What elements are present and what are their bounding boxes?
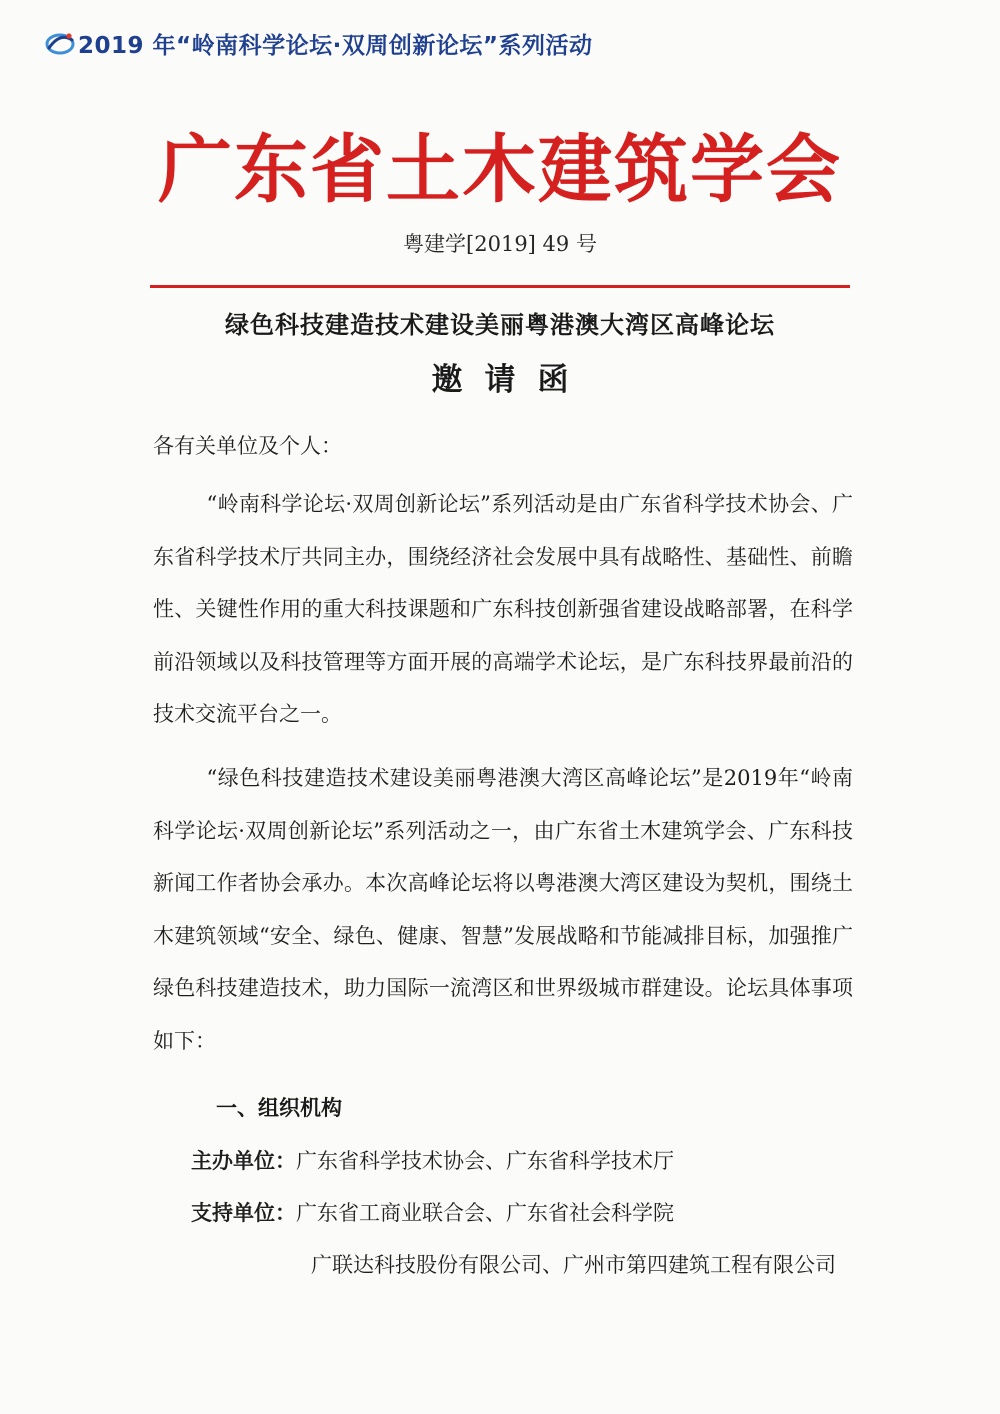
series-banner <box>44 26 593 60</box>
host-value: 广东省科学技术协会、广东省科学技术厅 <box>296 1149 674 1173</box>
series-banner-text: 2019 年“岭南科学论坛·双周创新论坛”系列活动 <box>78 32 593 59</box>
support-row <box>191 1197 674 1227</box>
greeting: 各有关单位及个人： <box>153 434 342 458</box>
support-value: 广东省工商业联合会、广东省社会科学院 <box>296 1201 674 1225</box>
forum-title: 绿色科技建造技术建设美丽粤港澳大湾区高峰论坛 <box>225 311 775 339</box>
red-divider-line <box>150 285 850 288</box>
host-label: 主办单位： <box>191 1149 296 1173</box>
masthead-title: 广东省土木建筑学会 <box>158 127 842 213</box>
support-label: 支持单位： <box>191 1201 296 1225</box>
host-row <box>191 1145 674 1175</box>
support-value-continued: 广联达科技股份有限公司、广州市第四建筑工程有限公司 <box>311 1253 836 1277</box>
body-paragraph: “绿色科技建造技术建设美丽粤港澳大湾区高峰论坛”是2019年“岭南科学论坛·双周创新论坛”系列活动之一，由广东省土木建筑学会、广东科技新闻工作者协会承办。本次高峰论坛将以粤港澳大湾区建设为契机，围绕土木建筑领域“安全、绿色、健康、智慧”发展战略和节能减排目标，加强推广绿色科技建造技术，助力国际一流湾区和世界级城市群建设。论坛具体事项如下： <box>153 766 853 1053</box>
document-number: 粤建学[2019] 49 号 <box>403 232 597 256</box>
section-heading: 一、组织机构 <box>216 1096 342 1120</box>
body-paragraph: “岭南科学论坛·双周创新论坛”系列活动是由广东省科学技术协会、广东省科学技术厅共同主办，围绕经济社会发展中具有战略性、基础性、前瞻性、关键性作用的重大科技课题和广东科技创新强省建设战略部署，在科学前沿领域以及科技管理等方面开展的高端学术论坛，是广东科技界最前沿的技术交流平台之一。 <box>153 492 853 727</box>
swirl-logo-icon <box>44 30 76 56</box>
doc-type-heading: 邀请函 <box>431 362 591 398</box>
